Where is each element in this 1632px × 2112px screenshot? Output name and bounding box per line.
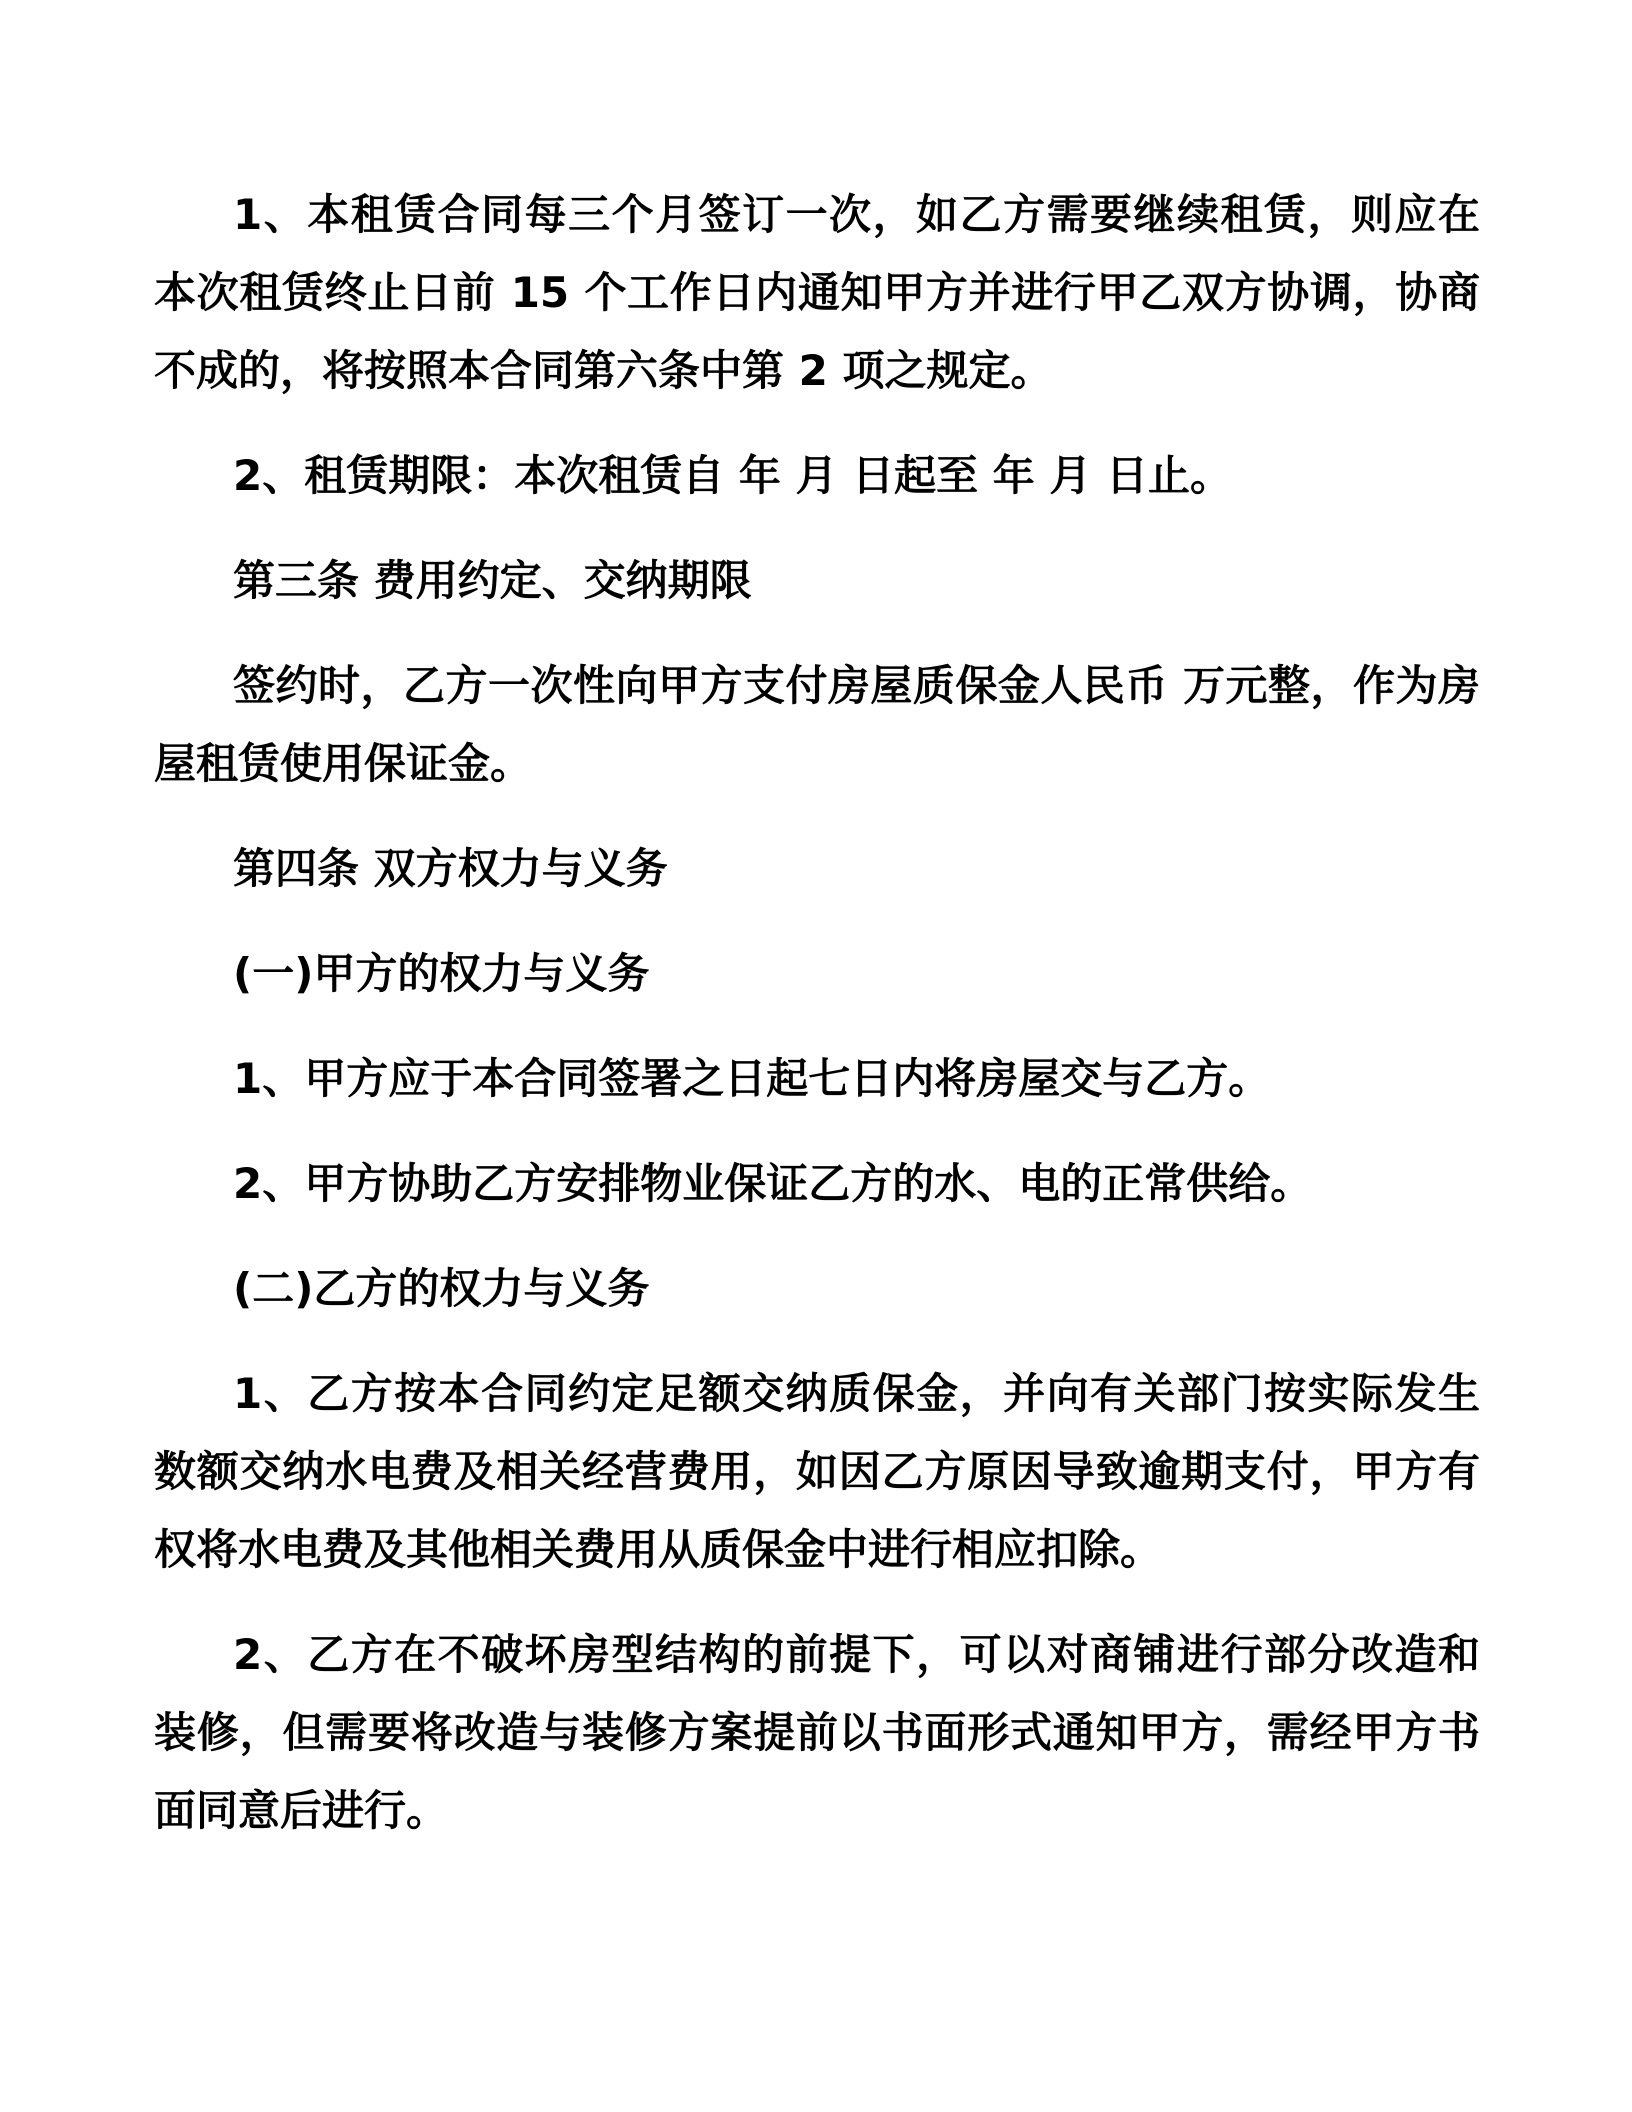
subheading-party-a-rights: (一)甲方的权力与义务: [233, 949, 650, 998]
para-lease-renewal: 1、本租赁合同每三个月签订一次，如乙方需要继续租赁，则应在本次租赁终止日前 15 个工作日内通知甲方并进行甲乙双方协调，协商不成的，将按照本合同第六条中第 2 项之规定。: [154, 190, 1480, 395]
heading-article-4: 第四条 双方权力与义务: [233, 844, 668, 893]
para-party-a-2: 2、甲方协助乙方安排物业保证乙方的水、电的正常供给。: [233, 1159, 1313, 1208]
para-party-b-2: 2、乙方在不破坏房型结构的前提下，可以对商铺进行部分改造和装修，但需要将改造与装修方案提前以书面形式通知甲方，需经甲方书面同意后进行。: [154, 1630, 1480, 1835]
para-party-b-1: 1、乙方按本合同约定足额交纳质保金，并向有关部门按实际发生数额交纳水电费及相关经营费用，如因乙方原因导致逾期支付，甲方有权将水电费及其他相关费用从质保金中进行相应扣除。: [154, 1369, 1480, 1574]
heading-article-3: 第三条 费用约定、交纳期限: [233, 556, 752, 605]
subheading-party-b-rights: (二)乙方的权力与义务: [233, 1264, 650, 1313]
para-party-a-1: 1、甲方应于本合同签署之日起七日内将房屋交与乙方。: [233, 1054, 1271, 1103]
para-deposit: 签约时，乙方一次性向甲方支付房屋质保金人民币 万元整，作为房屋租赁使用保证金。: [154, 661, 1480, 788]
para-lease-term: 2、租赁期限：本次租赁自 年 月 日起至 年 月 日止。: [233, 451, 1232, 500]
